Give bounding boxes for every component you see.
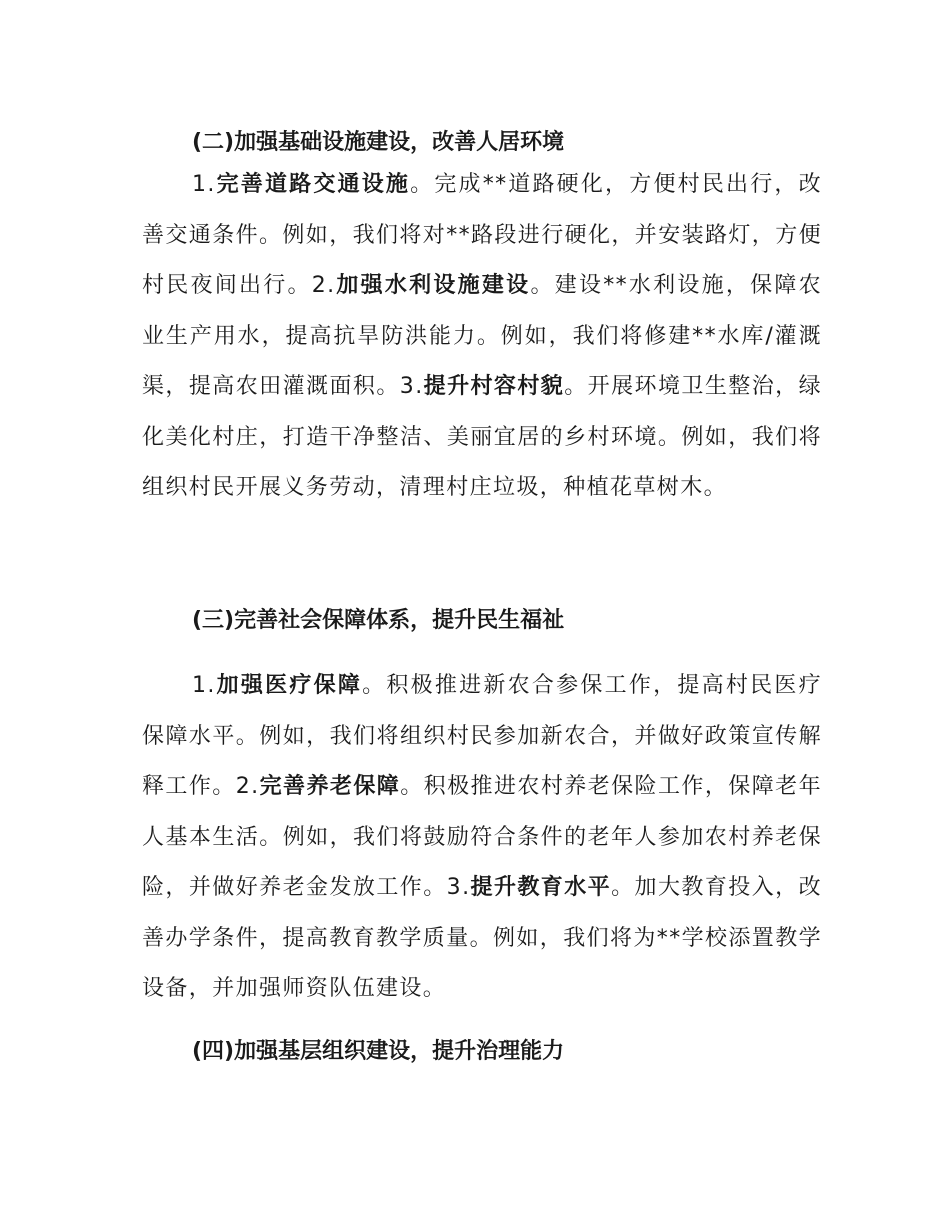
section-heading-4: (四)加强基层组织建设，提升治理能力 [192, 1039, 565, 1064]
item-number: 3. [446, 875, 471, 900]
section-heading-3: (三)完善社会保障体系，提升民生福祉 [192, 608, 565, 633]
section-heading-2: (二)加强基础设施建设，改善人居环境 [192, 130, 565, 155]
item-text: 。建设**水利设施，保障农业生产用水，提高抗旱防洪能力。例如，我们将修建**水库/灌溉渠，提高农田灌溉面积。 [142, 273, 823, 399]
item-text: 。开展环境卫生整治，绿化美化村庄，打造干净整洁、美丽宜居的乡村环境。例如，我们将组织村民开展义务劳动，清理村庄垃圾，种植花草树木。 [142, 374, 823, 500]
item-title: 提升村容村貌 [423, 374, 565, 399]
item-number: 1. [192, 673, 216, 698]
section-2-paragraph [142, 160, 822, 514]
item-text: 。加大教育投入，改善办学条件，提高教育教学质量。例如，我们将为**学校添置教学设备，并加强师资队伍建设。 [142, 875, 823, 1001]
item-title: 加强水利设施建设 [335, 273, 531, 298]
item-text: 。积极推进新农合参保工作，提高村民医疗保障水平。例如，我们将组织村民参加新农合，并做好政策宣传解释工作。 [142, 673, 822, 799]
item-title: 完善道路交通设施 [215, 172, 411, 197]
item-title: 加强医疗保障 [215, 673, 363, 698]
item-text: 。积极推进农村养老保险工作，保障老年人基本生活。例如，我们将鼓励符合条件的老年人参加农村养老保险，并做好养老金发放工作。 [142, 774, 823, 900]
item-title: 提升教育水平 [470, 875, 612, 900]
item-number: 2. [311, 273, 336, 298]
item-number: 1. [192, 172, 216, 197]
section-3-paragraph [142, 661, 822, 1015]
item-title: 完善养老保障 [259, 774, 401, 799]
item-text: 。完成**道路硬化，方便村民出行，改善交通条件。例如，我们将对**路段进行硬化，并安装路灯，方便村民夜间出行。 [142, 172, 823, 298]
item-number: 2. [235, 774, 260, 799]
item-number: 3. [399, 374, 424, 399]
